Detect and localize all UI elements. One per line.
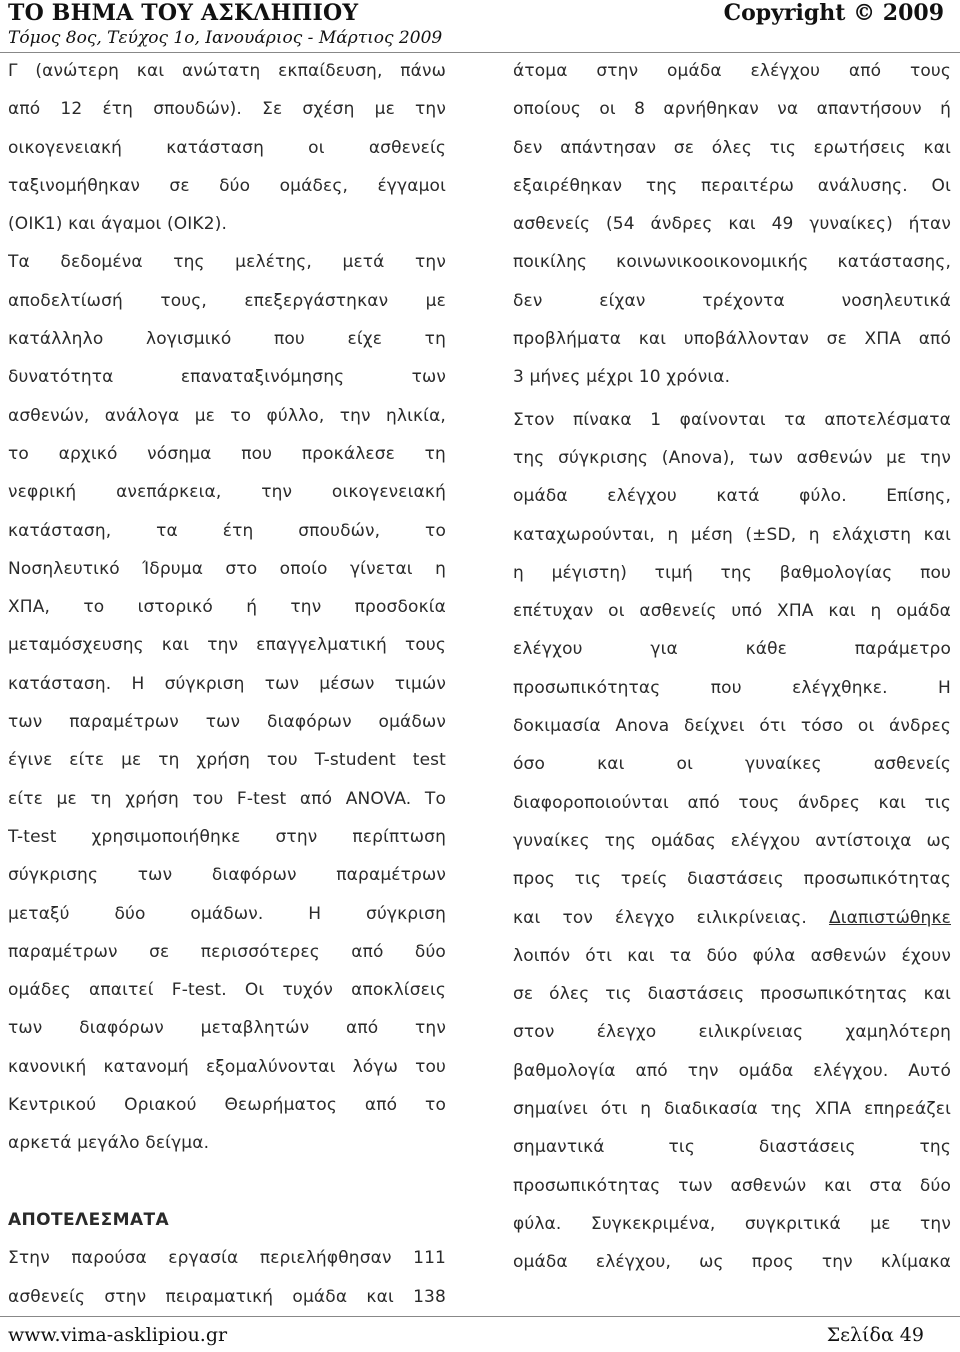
text-line: έγινε είτε με τη χρήση του T-student test	[8, 750, 446, 771]
text-line: (ΟΙΚ1) και άγαμοι (ΟΙΚ2).	[8, 214, 228, 235]
text-line: λοιπόν ότι και τα δύο φύλα ασθενών έχουν	[513, 945, 951, 966]
text-line: σημαντικά τις διαστάσεις της	[513, 1137, 951, 1158]
text-line: ασθενείς (54 άνδρες και 49 γυναίκες) ήταν	[513, 214, 951, 235]
text-line: T-test χρησιμοποιήθηκε στην περίπτωση	[8, 826, 446, 847]
text-line: γυναίκες της ομάδας ελέγχου αντίστοιχα ως	[513, 830, 951, 851]
text-line: οικογενειακή κατάσταση οι ασθενείς	[8, 137, 446, 158]
text-line: ποικίλης κοινωνικοοικονομικής κατάστασης,	[513, 252, 951, 273]
page-number: Σελίδα 49	[826, 1324, 924, 1346]
text-line: οποίους οι 8 αρνήθηκαν να απαντήσουν ή	[513, 99, 951, 120]
text-line: το αρχικό νόσημα που προκάλεσε τη	[8, 443, 446, 464]
left-column	[8, 52, 446, 1316]
text-line: Στον πίνακα 1 φαίνονται τα αποτελέσματα	[513, 409, 951, 430]
text-line: επέτυχαν οι ασθενείς υπό ΧΠΑ και η ομάδα	[513, 601, 951, 622]
text-line: Στην παρούσα εργασία περιελήφθησαν 111	[8, 1248, 446, 1269]
text-line: της σύγκρισης (Anova), των ασθενών με την	[513, 447, 951, 468]
text-line: των παραμέτρων των διαφόρων ομάδων	[8, 712, 446, 733]
text-line: Νοσηλευτικό Ίδρυμα στο οποίο γίνεται η	[8, 558, 446, 579]
text-line: 3 μήνες μέχρι 10 χρόνια.	[513, 367, 731, 388]
text-line: ασθενών, ανάλογα με το φύλλο, την ηλικία,	[8, 405, 446, 426]
text-line: προσωπικότητας που ελέγχθηκε. Η	[513, 677, 951, 698]
text-line: αποδελτίωσή τους, επεξεργάστηκαν με	[8, 290, 446, 311]
text-line: διαφοροποιούνται από τους άνδρες και τις	[513, 792, 951, 813]
text-line: μεταμόσχευσης και την επαγγελματική τους	[8, 635, 446, 656]
text-line: ομάδα ελέγχου, ως προς την κλίμακα	[513, 1252, 951, 1273]
footer-divider	[0, 1316, 960, 1317]
text-segment: και τον έλεγχο ειλικρίνειας.	[513, 907, 807, 928]
copyright-notice: Copyright © 2009	[723, 0, 944, 26]
text-line: ελέγχου για κάθε παράμετρο	[513, 639, 951, 660]
text-line: στον έλεγχο ειλικρίνειας χαμηλότερη	[513, 1022, 951, 1043]
section-heading-results: ΑΠΟΤΕΛΕΣΜΑΤΑ	[8, 1209, 170, 1230]
text-line: κατάλληλο λογισμικό που είχε τη	[8, 329, 446, 350]
footer-website: www.vima-asklipiou.gr	[8, 1324, 228, 1346]
text-line: δοκιμασία Anova δείχνει ότι τόσο οι άνδρες	[513, 716, 951, 737]
text-line: Γ (ανώτερη και ανώτατη εκπαίδευση, πάνω	[8, 61, 446, 81]
text-line: Τα δεδομένα της μελέτης, μετά την	[8, 252, 446, 273]
text-line: παραμέτρων σε περισσότερες από δύο	[8, 941, 446, 962]
text-line: κατάσταση, τα έτη σπουδών, το	[8, 520, 446, 541]
text-line: προβλήματα και υποβάλλονταν σε ΧΠΑ από	[513, 329, 951, 350]
text-line: νεφρική ανεπάρκεια, την οικογενειακή	[8, 482, 446, 503]
text-line: ομάδες απαιτεί F-test. Οι τυχόν αποκλίσεις	[8, 980, 446, 1001]
text-line: σύγκρισης των διαφόρων παραμέτρων	[8, 865, 446, 886]
issue-line: Τόμος 8ος, Τεύχος 1ο, Ιανουάριος - Μάρτιος 2009	[8, 28, 443, 48]
text-line: σε όλες τις διαστάσεις προσωπικότητας και	[513, 984, 951, 1005]
text-line: Κεντρικού Οριακού Θεωρήματος από το	[8, 1095, 446, 1116]
text-line: προς τις τρείς διαστάσεις προσωπικότητας	[513, 869, 951, 890]
text-line	[513, 899, 951, 937]
text-segment-underlined: Διαπιστώθηκε	[828, 907, 951, 928]
text-line: δεν είχαν τρέχοντα νοσηλευτικά	[513, 290, 951, 311]
text-line: αρκετά μεγάλο δείγμα.	[8, 1133, 210, 1154]
text-line: η μέγιστη) τιμή της βαθμολογίας που	[513, 562, 951, 583]
text-line: άτομα στην ομάδα ελέγχου από τους	[513, 61, 951, 81]
journal-title: ΤΟ ΒΗΜΑ ΤΟΥ ΑΣΚΛΗΠΙΟΥ	[8, 0, 359, 26]
right-column	[513, 52, 951, 1282]
text-line: ασθενείς στην πειραματική ομάδα και 138	[8, 1286, 446, 1307]
text-line: κατάσταση. Η σύγκριση των μέσων τιμών	[8, 673, 446, 694]
text-line: ταξινομήθηκαν σε δύο ομάδες, έγγαμοι	[8, 175, 446, 196]
blank-line	[8, 1163, 446, 1201]
text-line: σημαίνει ότι η διαδικασία της ΧΠΑ επηρεάζει	[513, 1099, 951, 1120]
text-line: βαθμολογία από την ομάδα ελέγχου. Αυτό	[513, 1060, 951, 1081]
text-line: εξαιρέθηκαν της περαιτέρω ανάλυσης. Οι	[513, 175, 951, 196]
text-line: δυνατότητα επαναταξινόμησης των	[8, 367, 446, 388]
text-line: φύλα. Συγκεκριμένα, συγκριτικά με την	[513, 1213, 951, 1234]
text-line: ομάδα ελέγχου κατά φύλο. Επίσης,	[513, 486, 951, 507]
text-line: ΧΠΑ, το ιστορικό ή την προσδοκία	[8, 597, 446, 618]
text-line: καταχωρούνται, η μέση (±SD, η ελάχιστη και	[513, 524, 951, 545]
text-line: των διαφόρων μεταβλητών από την	[8, 1018, 446, 1039]
text-line: κανονική κατανομή εξομαλύνονται λόγω του	[8, 1056, 446, 1077]
text-line: είτε με τη χρήση του F-test από ANOVA. Το	[8, 788, 446, 809]
text-line: προσωπικότητας των ασθενών και στα δύο	[513, 1175, 951, 1196]
text-line: δεν απάντησαν σε όλες τις ερωτήσεις και	[513, 137, 951, 158]
text-line: μεταξύ δύο ομάδων. Η σύγκριση	[8, 903, 446, 924]
text-line: από 12 έτη σπουδών). Σε σχέση με την	[8, 99, 446, 120]
text-line: όσο και οι γυναίκες ασθενείς	[513, 754, 951, 775]
